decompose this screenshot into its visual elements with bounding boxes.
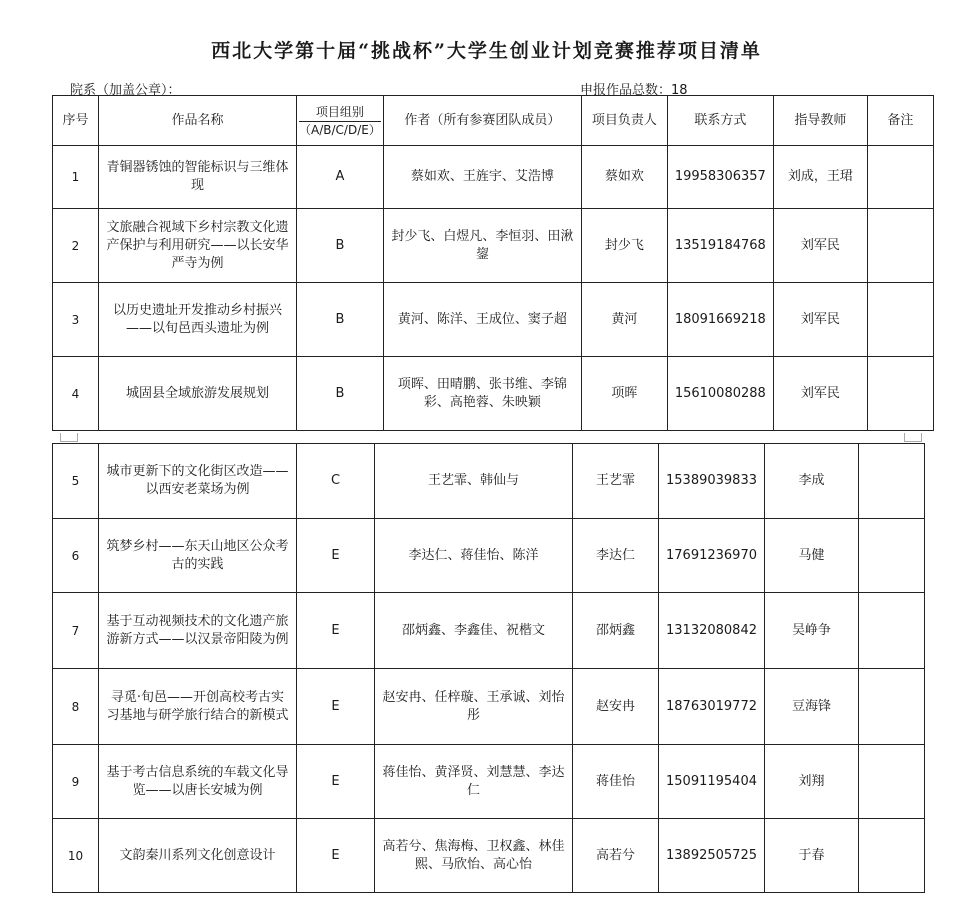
table-header-row	[53, 96, 934, 146]
cell-leader: 高若兮	[573, 819, 659, 893]
cell-teacher: 吴峥争	[765, 593, 859, 669]
cell-group: E	[297, 519, 375, 593]
cell-teacher: 李成	[765, 444, 859, 519]
cell-group: A	[297, 146, 384, 209]
cell-leader: 项晖	[581, 357, 667, 431]
cell-name: 寻觅·旬邑——开创高校考古实习基地与研学旅行结合的新模式	[99, 669, 297, 745]
cell-leader: 邵炳鑫	[573, 593, 659, 669]
cell-group: E	[297, 819, 375, 893]
cell-name: 筑梦乡村——东天山地区公众考古的实践	[99, 519, 297, 593]
cell-name: 城市更新下的文化街区改造——以西安老菜场为例	[99, 444, 297, 519]
cell-contact: 18091669218	[667, 283, 773, 357]
table-row	[53, 745, 925, 819]
cell-seq: 10	[53, 819, 99, 893]
cell-name: 文韵秦川系列文化创意设计	[99, 819, 297, 893]
table-row	[53, 669, 925, 745]
cell-contact: 15091195404	[659, 745, 765, 819]
document-title: 西北大学第十届“挑战杯”大学生创业计划竞赛推荐项目清单	[211, 40, 762, 62]
header-contact: 联系方式	[667, 96, 773, 146]
cell-remark	[859, 819, 925, 893]
cell-seq: 6	[53, 519, 99, 593]
cell-authors: 蒋佳怡、黄泽贤、刘慧慧、李达仁	[375, 745, 573, 819]
header-group	[297, 96, 384, 146]
cell-seq: 9	[53, 745, 99, 819]
project-table-part-1	[52, 95, 934, 431]
cell-remark	[859, 593, 925, 669]
cell-remark	[867, 357, 933, 431]
cell-teacher: 刘军民	[773, 283, 867, 357]
header-leader: 项目负责人	[581, 96, 667, 146]
cell-leader: 蔡如欢	[581, 146, 667, 209]
cell-contact: 15610080288	[667, 357, 773, 431]
table-row	[53, 146, 934, 209]
cell-leader: 李达仁	[573, 519, 659, 593]
cell-remark	[859, 519, 925, 593]
cell-name: 以历史遗址开发推动乡村振兴——以旬邑西头遗址为例	[99, 283, 297, 357]
cell-authors: 赵安冉、任梓璇、王承诚、刘怡彤	[375, 669, 573, 745]
table-row	[53, 209, 934, 283]
cell-contact: 18763019772	[659, 669, 765, 745]
cell-remark	[867, 146, 933, 209]
cell-contact: 13132080842	[659, 593, 765, 669]
department-label: 院系（加盖公章）：	[70, 83, 181, 98]
cell-group: B	[297, 283, 384, 357]
cell-name: 城固县全域旅游发展规划	[99, 357, 297, 431]
page-break-mark-right	[904, 433, 922, 442]
header-group-sub: （A/B/C/D/E）	[299, 122, 381, 137]
header-remark: 备注	[867, 96, 933, 146]
cell-authors: 封少飞、白煜凡、李恒羽、田湫鋆	[383, 209, 581, 283]
cell-teacher: 刘军民	[773, 209, 867, 283]
cell-seq: 8	[53, 669, 99, 745]
cell-seq: 3	[53, 283, 99, 357]
cell-remark	[859, 669, 925, 745]
cell-teacher: 豆海锋	[765, 669, 859, 745]
cell-contact: 13892505725	[659, 819, 765, 893]
cell-leader: 封少飞	[581, 209, 667, 283]
cell-remark	[859, 444, 925, 519]
cell-group: B	[297, 209, 384, 283]
cell-authors: 高若兮、焦海梅、卫权鑫、林佳熙、马欣怡、高心怡	[375, 819, 573, 893]
cell-teacher: 于春	[765, 819, 859, 893]
cell-name: 基于考古信息系统的车载文化导览——以唐长安城为例	[99, 745, 297, 819]
cell-name: 青铜器锈蚀的智能标识与三维体现	[99, 146, 297, 209]
cell-authors: 李达仁、蒋佳怡、陈洋	[375, 519, 573, 593]
cell-name: 文旅融合视域下乡村宗教文化遗产保护与利用研究——以长安华严寺为例	[99, 209, 297, 283]
table-row	[53, 819, 925, 893]
cell-authors: 王艺霏、韩仙与	[375, 444, 573, 519]
project-table-part-2	[52, 443, 925, 893]
cell-group: E	[297, 745, 375, 819]
table-row	[53, 593, 925, 669]
header-group-label: 项目组别	[315, 104, 364, 119]
cell-seq: 7	[53, 593, 99, 669]
cell-contact: 17691236970	[659, 519, 765, 593]
cell-leader: 黄河	[581, 283, 667, 357]
table-row	[53, 357, 934, 431]
cell-group: E	[297, 669, 375, 745]
header-seq: 序号	[53, 96, 99, 146]
cell-remark	[859, 745, 925, 819]
page-break-mark-left	[60, 433, 78, 442]
cell-remark	[867, 209, 933, 283]
cell-seq: 2	[53, 209, 99, 283]
cell-seq: 1	[53, 146, 99, 209]
cell-leader: 赵安冉	[573, 669, 659, 745]
cell-seq: 4	[53, 357, 99, 431]
cell-seq: 5	[53, 444, 99, 519]
cell-teacher: 刘军民	[773, 357, 867, 431]
cell-contact: 13519184768	[667, 209, 773, 283]
cell-leader: 王艺霏	[573, 444, 659, 519]
cell-remark	[867, 283, 933, 357]
cell-teacher: 马健	[765, 519, 859, 593]
cell-group: B	[297, 357, 384, 431]
cell-contact: 19958306357	[667, 146, 773, 209]
cell-leader: 蒋佳怡	[573, 745, 659, 819]
cell-teacher: 刘翔	[765, 745, 859, 819]
header-authors: 作者（所有参赛团队成员）	[383, 96, 581, 146]
table-row	[53, 283, 934, 357]
table-row	[53, 444, 925, 519]
cell-authors: 邵炳鑫、李鑫佳、祝楷文	[375, 593, 573, 669]
header-name: 作品名称	[99, 96, 297, 146]
table-row	[53, 519, 925, 593]
cell-group: C	[297, 444, 375, 519]
cell-authors: 项晖、田晴鹏、张书维、李锦彩、高艳蓉、朱映颖	[383, 357, 581, 431]
total-count: 申报作品总数：18	[580, 83, 688, 98]
cell-contact: 15389039833	[659, 444, 765, 519]
cell-group: E	[297, 593, 375, 669]
cell-teacher: 刘成，王珺	[773, 146, 867, 209]
header-teacher: 指导教师	[773, 96, 867, 146]
cell-authors: 蔡如欢、王旌宇、艾浩博	[383, 146, 581, 209]
cell-authors: 黄河、陈洋、王成位、窦子超	[383, 283, 581, 357]
cell-name: 基于互动视频技术的文化遗产旅游新方式——以汉景帝阳陵为例	[99, 593, 297, 669]
